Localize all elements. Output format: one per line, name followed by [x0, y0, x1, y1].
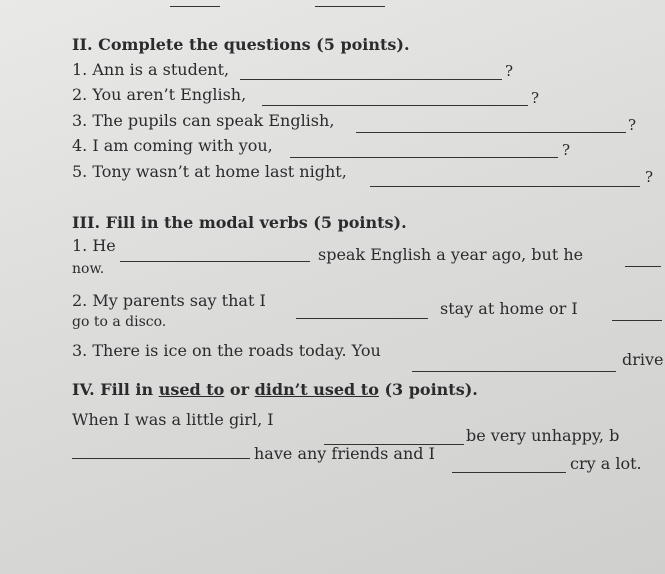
modal-blank-2a[interactable] [296, 318, 428, 319]
modal-item-1-end: now. [72, 261, 105, 277]
used-to-option: used to [158, 380, 225, 399]
question-3: 3. The pupils can speak English, [72, 111, 335, 130]
answer-blank-5[interactable] [370, 186, 640, 187]
question-mark: ? [505, 62, 514, 80]
question-mark: ? [628, 116, 637, 134]
story-line-2-end: cry a lot. [570, 454, 642, 473]
modal-blank-2b[interactable] [612, 320, 662, 321]
question-mark: ? [645, 168, 654, 186]
section-4-title-prefix: IV. Fill in [72, 380, 154, 399]
section-3-title: III. Fill in the modal verbs (5 points). [72, 213, 407, 232]
story-blank-3[interactable] [452, 472, 566, 473]
modal-blank-1b[interactable] [625, 266, 661, 267]
modal-item-1-middle: speak English a year ago, but he [318, 245, 584, 264]
modal-item-3-end: drive [622, 350, 664, 369]
story-blank-2[interactable] [72, 458, 250, 459]
top-remnant-line [315, 6, 385, 7]
question-2: 2. You aren’t English, [72, 85, 247, 104]
section-4-or: or [229, 380, 250, 399]
modal-item-1-start: 1. He [72, 236, 116, 255]
question-5: 5. Tony wasn’t at home last night, [72, 162, 347, 181]
story-line-1-start: When I was a little girl, I [72, 410, 274, 429]
answer-blank-4[interactable] [290, 157, 558, 158]
section-4-title [72, 382, 478, 398]
answer-blank-1[interactable] [240, 79, 502, 80]
answer-blank-3[interactable] [356, 132, 626, 133]
section-4-points: (3 points). [384, 380, 478, 399]
top-remnant-line [170, 6, 220, 7]
modal-blank-3[interactable] [412, 371, 616, 372]
question-4: 4. I am coming with you, [72, 136, 273, 155]
modal-item-2-end: go to a disco. [72, 314, 167, 330]
modal-item-3-start: 3. There is ice on the roads today. You [72, 341, 381, 360]
story-line-2-start: have any friends and I [254, 444, 435, 463]
story-line-1-end: be very unhappy, b [466, 426, 620, 445]
modal-blank-1a[interactable] [120, 261, 310, 262]
modal-item-2-middle: stay at home or I [440, 299, 578, 318]
section-2-title: II. Complete the questions (5 points). [72, 35, 410, 54]
modal-item-2-start: 2. My parents say that I [72, 291, 266, 310]
answer-blank-2[interactable] [262, 105, 528, 106]
question-mark: ? [562, 141, 571, 159]
question-1: 1. Ann is a student, [72, 60, 230, 79]
question-mark: ? [531, 89, 540, 107]
didnt-used-to-option: didn’t used to [254, 380, 379, 399]
